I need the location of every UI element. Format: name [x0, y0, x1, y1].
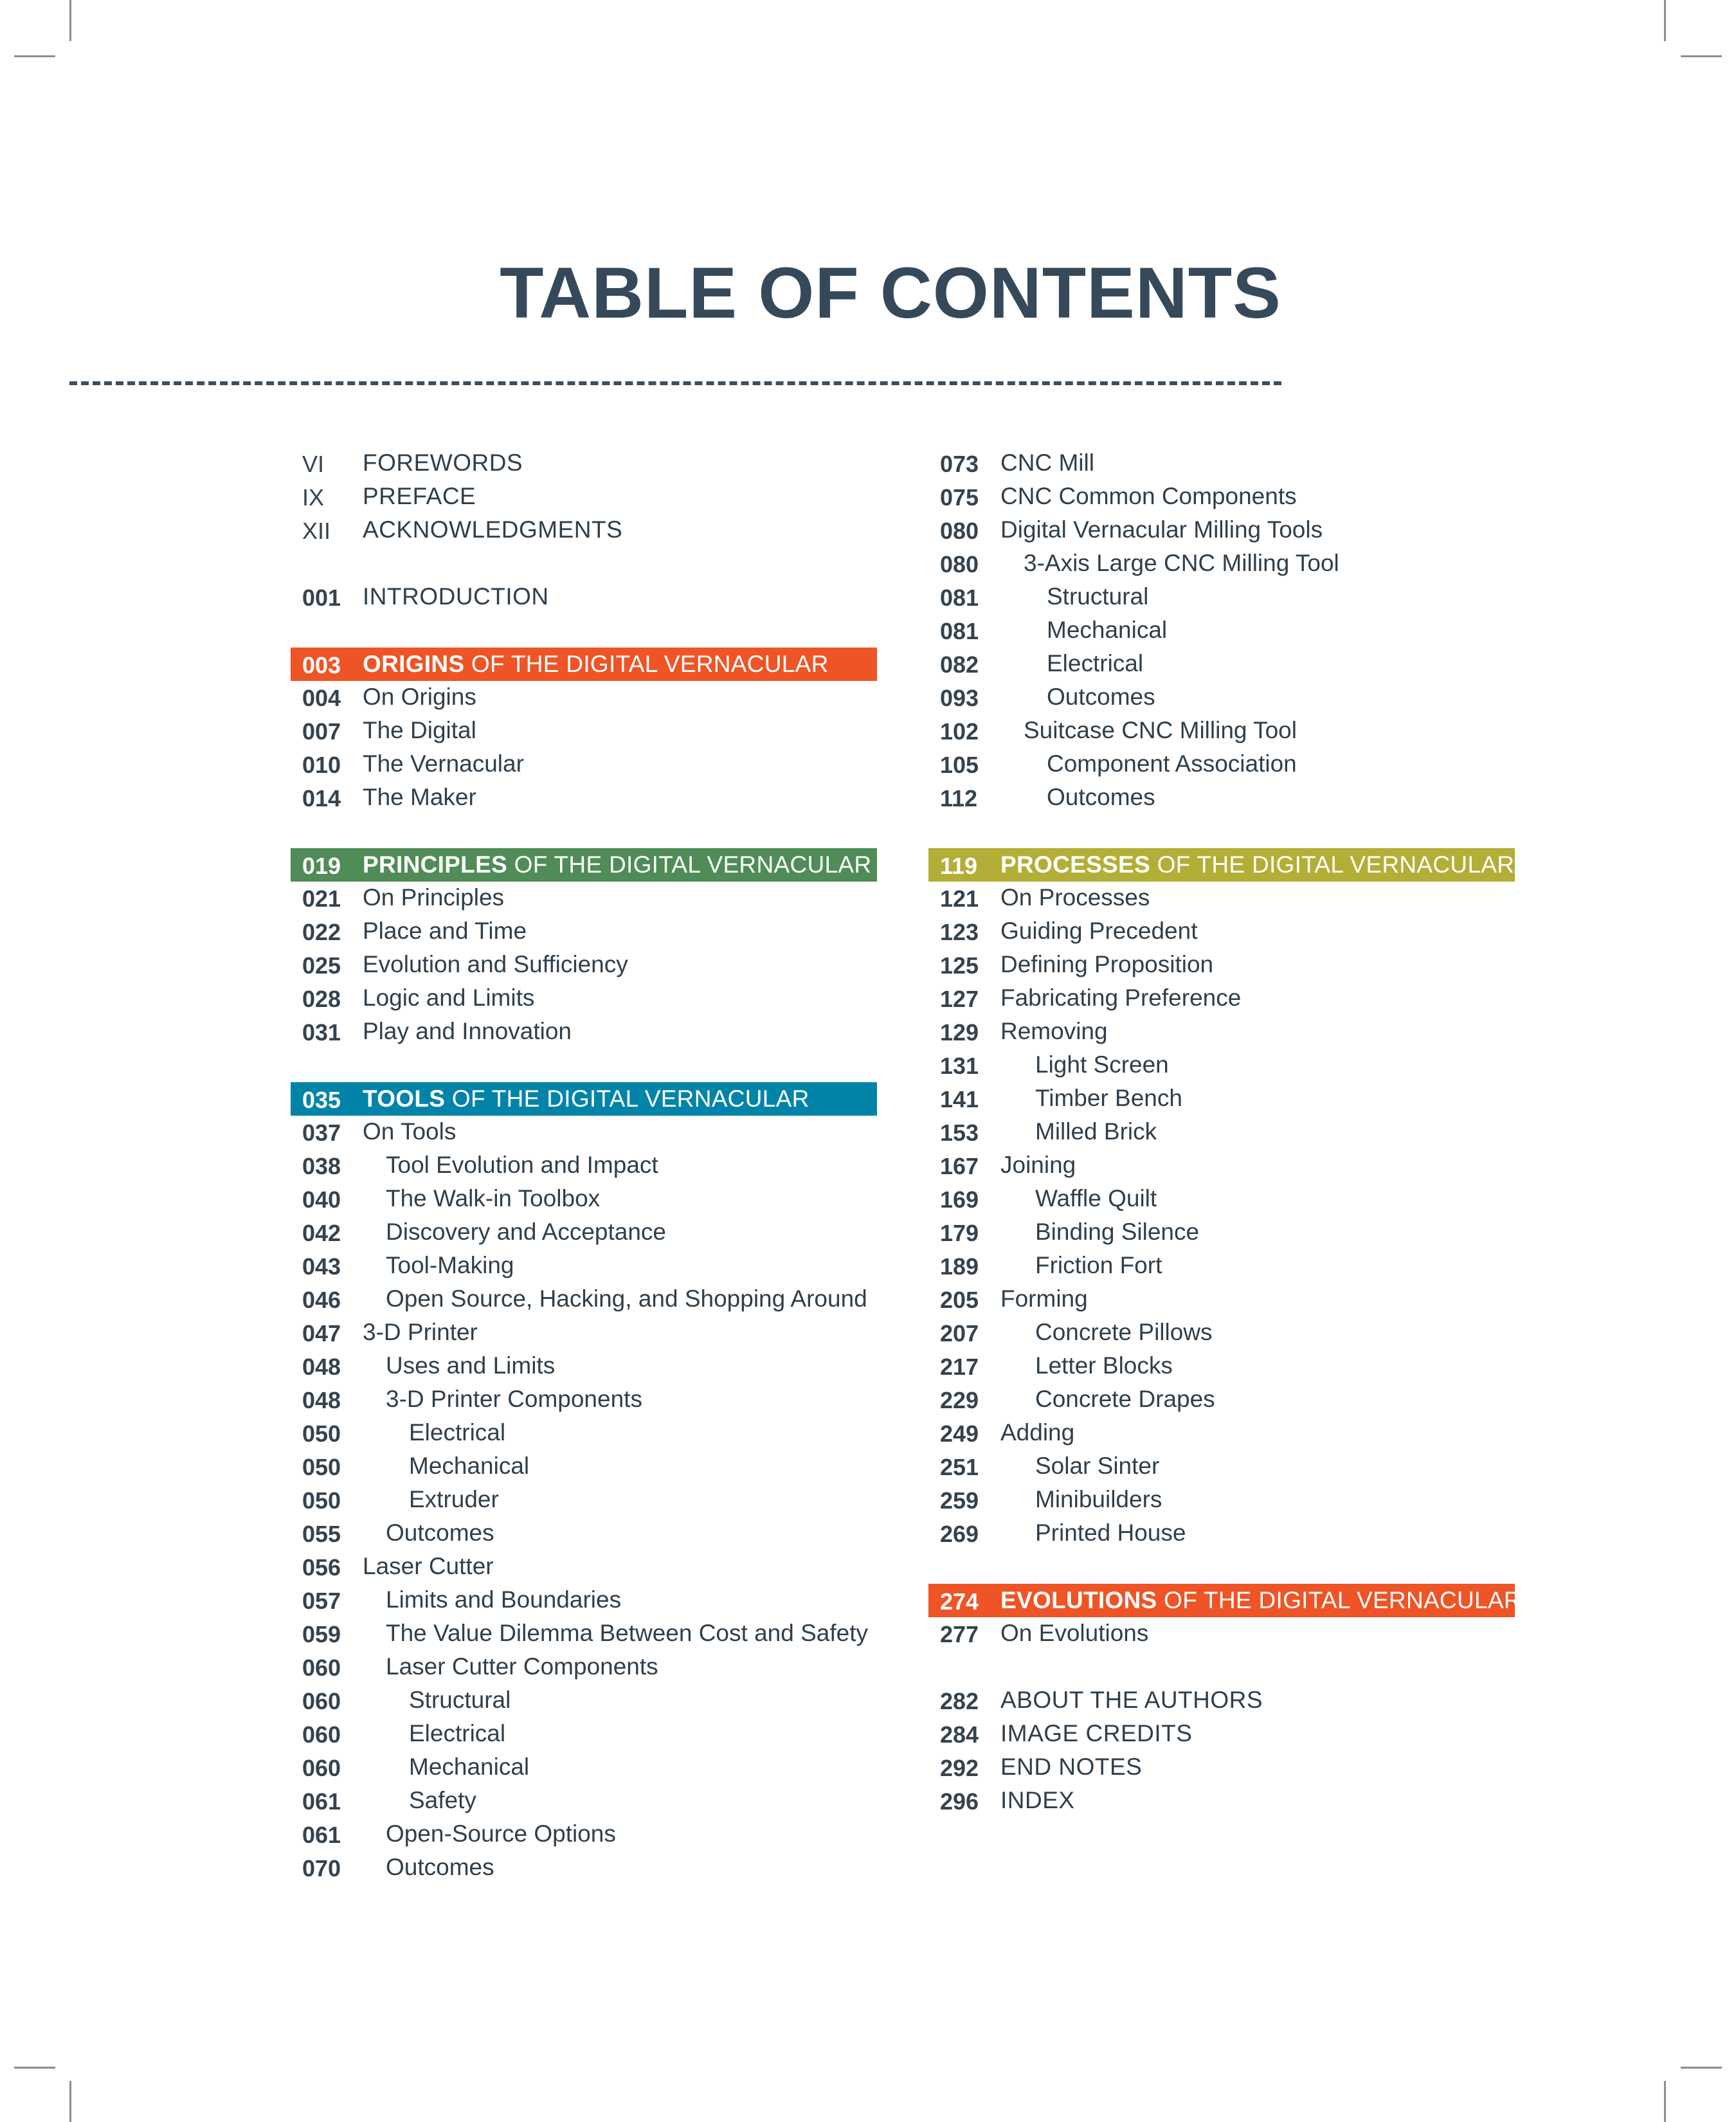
section-header-evolutions[interactable] — [928, 1583, 1521, 1617]
page-number: 082 — [940, 651, 979, 678]
page-number: 217 — [940, 1354, 979, 1380]
toc-entry[interactable] — [928, 747, 1515, 781]
section-header-tools[interactable] — [291, 1082, 877, 1115]
toc-entry[interactable] — [291, 948, 877, 981]
toc-entry[interactable] — [928, 513, 1515, 547]
toc-entry[interactable] — [291, 1650, 877, 1683]
toc-entry[interactable] — [291, 1483, 877, 1516]
entry-title: Uses and Limits — [386, 1352, 556, 1379]
toc-spacer — [291, 547, 877, 580]
entry-title: Safety — [409, 1787, 476, 1813]
page-number: IX — [302, 484, 325, 511]
entry-title: CNC Common Components — [1000, 483, 1297, 509]
entry-title: Timber Bench — [1035, 1085, 1182, 1111]
entry-title: Binding Silence — [1035, 1219, 1200, 1245]
entry-title: Outcomes — [1047, 684, 1155, 710]
toc-entry[interactable] — [928, 1015, 1515, 1048]
entry-title: Fabricating Preference — [1000, 984, 1242, 1011]
page-number: 007 — [302, 718, 341, 745]
page-number: 004 — [302, 685, 341, 711]
section-header-origins[interactable] — [291, 647, 877, 680]
entry-title: The Maker — [363, 784, 476, 810]
section-header-principles[interactable] — [291, 848, 877, 881]
crop-mark-bottom-left-v — [69, 2081, 71, 2122]
toc-entry[interactable] — [928, 1416, 1515, 1449]
page-number: 269 — [940, 1521, 979, 1547]
page-number: 061 — [302, 1822, 341, 1848]
toc-entry[interactable] — [928, 981, 1515, 1015]
entry-title: Laser Cutter Components — [386, 1653, 658, 1680]
page-number: 059 — [302, 1621, 341, 1647]
entry-title: Mechanical — [409, 1453, 530, 1479]
entry-title: The Value Dilemma Between Cost and Safety — [386, 1620, 868, 1646]
page-number: 060 — [302, 1755, 341, 1781]
section-title — [363, 848, 871, 882]
toc-entry[interactable] — [291, 1717, 877, 1750]
section-title — [363, 1082, 809, 1116]
page-number: 229 — [940, 1387, 979, 1413]
entry-title: Open Source, Hacking, and Shopping Around — [386, 1285, 867, 1312]
entry-title: Mechanical — [1047, 617, 1168, 643]
section-title — [363, 648, 829, 681]
entry-title: Letter Blocks — [1035, 1352, 1173, 1379]
toc-entry[interactable] — [928, 1516, 1515, 1550]
section-title-rest: OF THE DIGITAL VERNACULAR — [445, 1085, 809, 1112]
toc-entry[interactable] — [291, 1583, 877, 1617]
toc-entry[interactable] — [928, 1617, 1515, 1650]
page-number: 055 — [302, 1521, 341, 1547]
entry-title: Defining Proposition — [1000, 951, 1214, 977]
entry-title: ACKNOWLEDGMENTS — [363, 516, 623, 543]
page-number: 060 — [302, 1721, 341, 1748]
toc-entry[interactable] — [291, 513, 877, 547]
entry-title: Extruder — [409, 1486, 499, 1512]
toc-entry[interactable] — [928, 480, 1515, 513]
toc-entry[interactable] — [928, 547, 1515, 580]
entry-title: On Processes — [1000, 884, 1150, 911]
page-number: 207 — [940, 1320, 979, 1347]
toc-entry[interactable] — [291, 1316, 877, 1349]
crop-mark-top-right-h — [1681, 55, 1722, 57]
toc-entry[interactable] — [291, 747, 877, 781]
section-title — [1000, 848, 1514, 882]
toc-spacer — [291, 613, 877, 647]
entry-title: 3-Axis Large CNC Milling Tool — [1024, 550, 1339, 576]
section-title-bold: EVOLUTIONS — [1000, 1587, 1157, 1613]
page-number: 105 — [940, 752, 979, 778]
page-number: 028 — [302, 986, 341, 1012]
toc-entry[interactable] — [291, 881, 877, 914]
toc-spacer — [928, 814, 1515, 848]
toc-entry[interactable] — [291, 1249, 877, 1282]
page-number: VI — [302, 451, 325, 477]
entry-title: Adding — [1000, 1419, 1075, 1446]
entry-title: Removing — [1000, 1018, 1108, 1044]
entry-title: Printed House — [1035, 1519, 1186, 1546]
entry-title: 3-D Printer Components — [386, 1386, 642, 1412]
page-number: XII — [302, 518, 331, 544]
page-number: 205 — [940, 1287, 979, 1313]
toc-spacer — [291, 1048, 877, 1082]
section-title-bold: ORIGINS — [363, 651, 465, 677]
entry-title: INTRODUCTION — [363, 583, 549, 610]
page-number: 284 — [940, 1721, 979, 1748]
page-number: 048 — [302, 1387, 341, 1413]
toc-entry[interactable] — [928, 1683, 1515, 1717]
toc-entry[interactable] — [928, 647, 1515, 680]
page-number: 073 — [940, 451, 979, 477]
page-number: 070 — [302, 1855, 341, 1882]
page-number: 037 — [302, 1120, 341, 1146]
page-number: 040 — [302, 1186, 341, 1213]
page-number: 080 — [940, 551, 979, 577]
section-title-rest: OF THE DIGITAL VERNACULAR — [1157, 1587, 1521, 1613]
page-number: 277 — [940, 1621, 979, 1647]
toc-entry[interactable] — [291, 1215, 877, 1249]
section-banner — [291, 648, 877, 681]
entry-title: Tool Evolution and Impact — [386, 1152, 658, 1178]
page-number: 042 — [302, 1220, 341, 1246]
page-number: 025 — [302, 952, 341, 979]
entry-title: PREFACE — [363, 483, 476, 509]
entry-title: Logic and Limits — [363, 984, 535, 1011]
toc-left-column — [291, 446, 877, 1884]
entry-title: Outcomes — [386, 1854, 494, 1880]
toc-entry[interactable] — [928, 914, 1515, 948]
toc-entry[interactable] — [928, 613, 1515, 647]
entry-title: The Vernacular — [363, 750, 524, 777]
page-number: 282 — [940, 1688, 979, 1714]
toc-entry[interactable] — [291, 1449, 877, 1483]
entry-title: The Walk-in Toolbox — [386, 1185, 601, 1211]
entry-title: Evolution and Sufficiency — [363, 951, 628, 977]
toc-entry[interactable] — [291, 1817, 877, 1851]
page-number: 292 — [940, 1755, 979, 1781]
page-number: 060 — [302, 1688, 341, 1714]
toc-entry[interactable] — [291, 981, 877, 1015]
toc-entry[interactable] — [928, 1316, 1515, 1349]
entry-title: Forming — [1000, 1285, 1088, 1312]
toc-spacer — [291, 814, 877, 848]
toc-spacer — [928, 1650, 1515, 1683]
toc-entry[interactable] — [291, 1115, 877, 1148]
toc-entry[interactable] — [291, 446, 877, 480]
page-number: 296 — [940, 1788, 979, 1815]
entry-title: Mechanical — [409, 1754, 530, 1780]
toc-entry[interactable] — [928, 1282, 1515, 1316]
page-number: 050 — [302, 1420, 341, 1447]
toc-entry[interactable] — [291, 480, 877, 513]
page-number: 047 — [302, 1320, 341, 1347]
page-number: 121 — [940, 885, 979, 912]
toc-entry[interactable] — [291, 1750, 877, 1784]
page-number: 001 — [302, 585, 341, 611]
page-number: 167 — [940, 1153, 979, 1179]
page-number: 038 — [302, 1153, 341, 1179]
entry-title: Minibuilders — [1035, 1486, 1162, 1512]
crop-mark-top-left-v — [69, 0, 71, 41]
entry-title: Outcomes — [1047, 784, 1155, 810]
entry-title: 3-D Printer — [363, 1319, 478, 1345]
toc-entry[interactable] — [291, 1683, 877, 1717]
section-banner — [291, 848, 877, 882]
crop-mark-top-right-v — [1664, 0, 1666, 41]
page-number: 093 — [940, 685, 979, 711]
entry-title: Digital Vernacular Milling Tools — [1000, 516, 1323, 543]
page-number: 249 — [940, 1420, 979, 1447]
entry-title: Light Screen — [1035, 1051, 1169, 1078]
toc-entry[interactable] — [928, 881, 1515, 914]
section-banner — [928, 1584, 1521, 1617]
crop-mark-bottom-right-v — [1664, 2081, 1666, 2122]
crop-mark-top-left-h — [14, 55, 55, 57]
section-banner — [291, 1082, 877, 1116]
toc-entry[interactable] — [928, 1249, 1515, 1282]
page-number: 102 — [940, 718, 979, 745]
section-title-bold: PRINCIPLES — [363, 851, 508, 878]
page-number: 056 — [302, 1554, 341, 1581]
page-number: 131 — [940, 1053, 979, 1079]
page-number: 081 — [940, 585, 979, 611]
toc-entry[interactable] — [928, 1784, 1515, 1817]
page-number: 075 — [940, 484, 979, 511]
page-number: 189 — [940, 1253, 979, 1280]
page-number: 046 — [302, 1287, 341, 1313]
toc-entry[interactable] — [291, 714, 877, 747]
toc-entry[interactable] — [928, 1750, 1515, 1784]
page-number: 251 — [940, 1454, 979, 1480]
page-number: 031 — [302, 1019, 341, 1046]
entry-title: Concrete Pillows — [1035, 1319, 1213, 1345]
section-banner — [928, 848, 1515, 882]
toc-entry[interactable] — [928, 446, 1515, 480]
page-number: 019 — [302, 853, 341, 879]
toc-entry[interactable] — [928, 948, 1515, 981]
toc-entry[interactable] — [291, 1349, 877, 1383]
section-title-bold: PROCESSES — [1000, 851, 1150, 878]
page-number: 169 — [940, 1186, 979, 1213]
entry-title: Open-Source Options — [386, 1820, 616, 1847]
toc-entry[interactable] — [291, 1516, 877, 1550]
page-number: 048 — [302, 1354, 341, 1380]
toc-entry[interactable] — [928, 781, 1515, 814]
toc-entry[interactable] — [291, 1617, 877, 1650]
page-number: 022 — [302, 919, 341, 945]
page-number: 021 — [302, 885, 341, 912]
page-number: 141 — [940, 1086, 979, 1112]
section-header-processes[interactable] — [928, 848, 1515, 881]
toc-entry[interactable] — [291, 1383, 877, 1416]
entry-title: The Digital — [363, 717, 476, 743]
toc-entry[interactable] — [291, 1416, 877, 1449]
page-number: 035 — [302, 1087, 341, 1113]
entry-title: On Origins — [363, 684, 476, 710]
entry-title: FOREWORDS — [363, 449, 523, 476]
section-title-bold: TOOLS — [363, 1085, 446, 1112]
crop-mark-bottom-right-h — [1681, 2067, 1722, 2069]
toc-entry[interactable] — [928, 1449, 1515, 1483]
page-number: 125 — [940, 952, 979, 979]
entry-title: IMAGE CREDITS — [1000, 1720, 1193, 1746]
toc-entry[interactable] — [291, 1282, 877, 1316]
entry-title: Play and Innovation — [363, 1018, 572, 1044]
toc-entry[interactable] — [928, 1115, 1515, 1148]
page-number: 057 — [302, 1588, 341, 1614]
entry-title: Outcomes — [386, 1519, 494, 1546]
page-number: 153 — [940, 1120, 979, 1146]
toc-entry[interactable] — [928, 1717, 1515, 1750]
page-number: 003 — [302, 652, 341, 678]
section-title-rest: OF THE DIGITAL VERNACULAR — [464, 651, 829, 677]
toc-entry[interactable] — [928, 1182, 1515, 1215]
toc-entry[interactable] — [291, 680, 877, 714]
toc-entry[interactable] — [928, 1383, 1515, 1416]
entry-title: Laser Cutter — [363, 1553, 494, 1579]
page-number: 259 — [940, 1487, 979, 1514]
entry-title: END NOTES — [1000, 1754, 1143, 1780]
page-number: 123 — [940, 919, 979, 945]
toc-entry[interactable] — [291, 1784, 877, 1817]
toc-entry[interactable] — [928, 1048, 1515, 1082]
toc-entry[interactable] — [928, 1082, 1515, 1115]
entry-title: Waffle Quilt — [1035, 1185, 1157, 1211]
entry-title: Limits and Boundaries — [386, 1586, 622, 1613]
toc-entry[interactable] — [928, 1483, 1515, 1516]
section-title-rest: OF THE DIGITAL VERNACULAR — [1150, 851, 1515, 878]
toc-entry[interactable] — [928, 1349, 1515, 1383]
entry-title: Solar Sinter — [1035, 1453, 1160, 1479]
page-number: 014 — [302, 785, 341, 812]
toc-entry[interactable] — [291, 1851, 877, 1884]
entry-title: On Principles — [363, 884, 505, 911]
page-number: 010 — [302, 752, 341, 778]
toc-spacer — [928, 1550, 1515, 1583]
page-title: TABLE OF CONTENTS — [500, 253, 1281, 333]
page-number: 112 — [940, 785, 978, 812]
page-number: 127 — [940, 986, 979, 1012]
page-number: 060 — [302, 1655, 341, 1681]
toc-entry[interactable] — [291, 781, 877, 814]
page-number: 050 — [302, 1454, 341, 1480]
toc-entry[interactable] — [928, 1148, 1515, 1182]
entry-title: Structural — [409, 1687, 511, 1713]
entry-title: Tool-Making — [386, 1252, 514, 1278]
entry-title: Electrical — [409, 1720, 506, 1746]
entry-title: Structural — [1047, 583, 1149, 610]
toc-entry[interactable] — [291, 1550, 877, 1583]
toc-entry[interactable] — [928, 1215, 1515, 1249]
entry-title: ABOUT THE AUTHORS — [1000, 1687, 1263, 1713]
page-number: 050 — [302, 1487, 341, 1514]
page-number: 080 — [940, 518, 979, 544]
section-title-rest: OF THE DIGITAL VERNACULAR — [507, 851, 872, 878]
toc-entry[interactable] — [291, 1015, 877, 1048]
page-number: 274 — [940, 1588, 979, 1615]
entry-title: On Tools — [363, 1118, 457, 1145]
entry-title: INDEX — [1000, 1787, 1075, 1813]
toc-right-column — [928, 446, 1521, 1817]
page-number: 129 — [940, 1019, 979, 1046]
entry-title: Discovery and Acceptance — [386, 1219, 667, 1245]
entry-title: Joining — [1000, 1152, 1076, 1178]
crop-mark-bottom-left-h — [14, 2067, 55, 2069]
toc-entry[interactable] — [291, 1182, 877, 1215]
page-number: 119 — [940, 853, 978, 879]
entry-title: Friction Fort — [1035, 1252, 1162, 1278]
page-number: 081 — [940, 618, 979, 644]
entry-title: Guiding Precedent — [1000, 918, 1198, 944]
page-number: 061 — [302, 1788, 341, 1815]
entry-title: On Evolutions — [1000, 1620, 1149, 1646]
page-number: 179 — [940, 1220, 979, 1246]
entry-title: Electrical — [409, 1419, 506, 1446]
toc-entry[interactable] — [291, 580, 877, 613]
entry-title: CNC Mill — [1000, 449, 1094, 476]
page-number: 043 — [302, 1253, 341, 1280]
entry-title: Electrical — [1047, 650, 1144, 676]
entry-title: Suitcase CNC Milling Tool — [1024, 717, 1297, 743]
entry-title: Component Association — [1047, 750, 1297, 777]
toc-entry[interactable] — [928, 580, 1515, 613]
entry-title: Milled Brick — [1035, 1118, 1157, 1145]
title-dashed-rule — [69, 381, 1281, 385]
toc-entry[interactable] — [291, 914, 877, 948]
toc-entry[interactable] — [928, 714, 1515, 747]
toc-entry[interactable] — [928, 680, 1515, 714]
toc-entry[interactable] — [291, 1148, 877, 1182]
entry-title: Concrete Drapes — [1035, 1386, 1215, 1412]
section-title — [1000, 1584, 1521, 1617]
entry-title: Place and Time — [363, 918, 527, 944]
